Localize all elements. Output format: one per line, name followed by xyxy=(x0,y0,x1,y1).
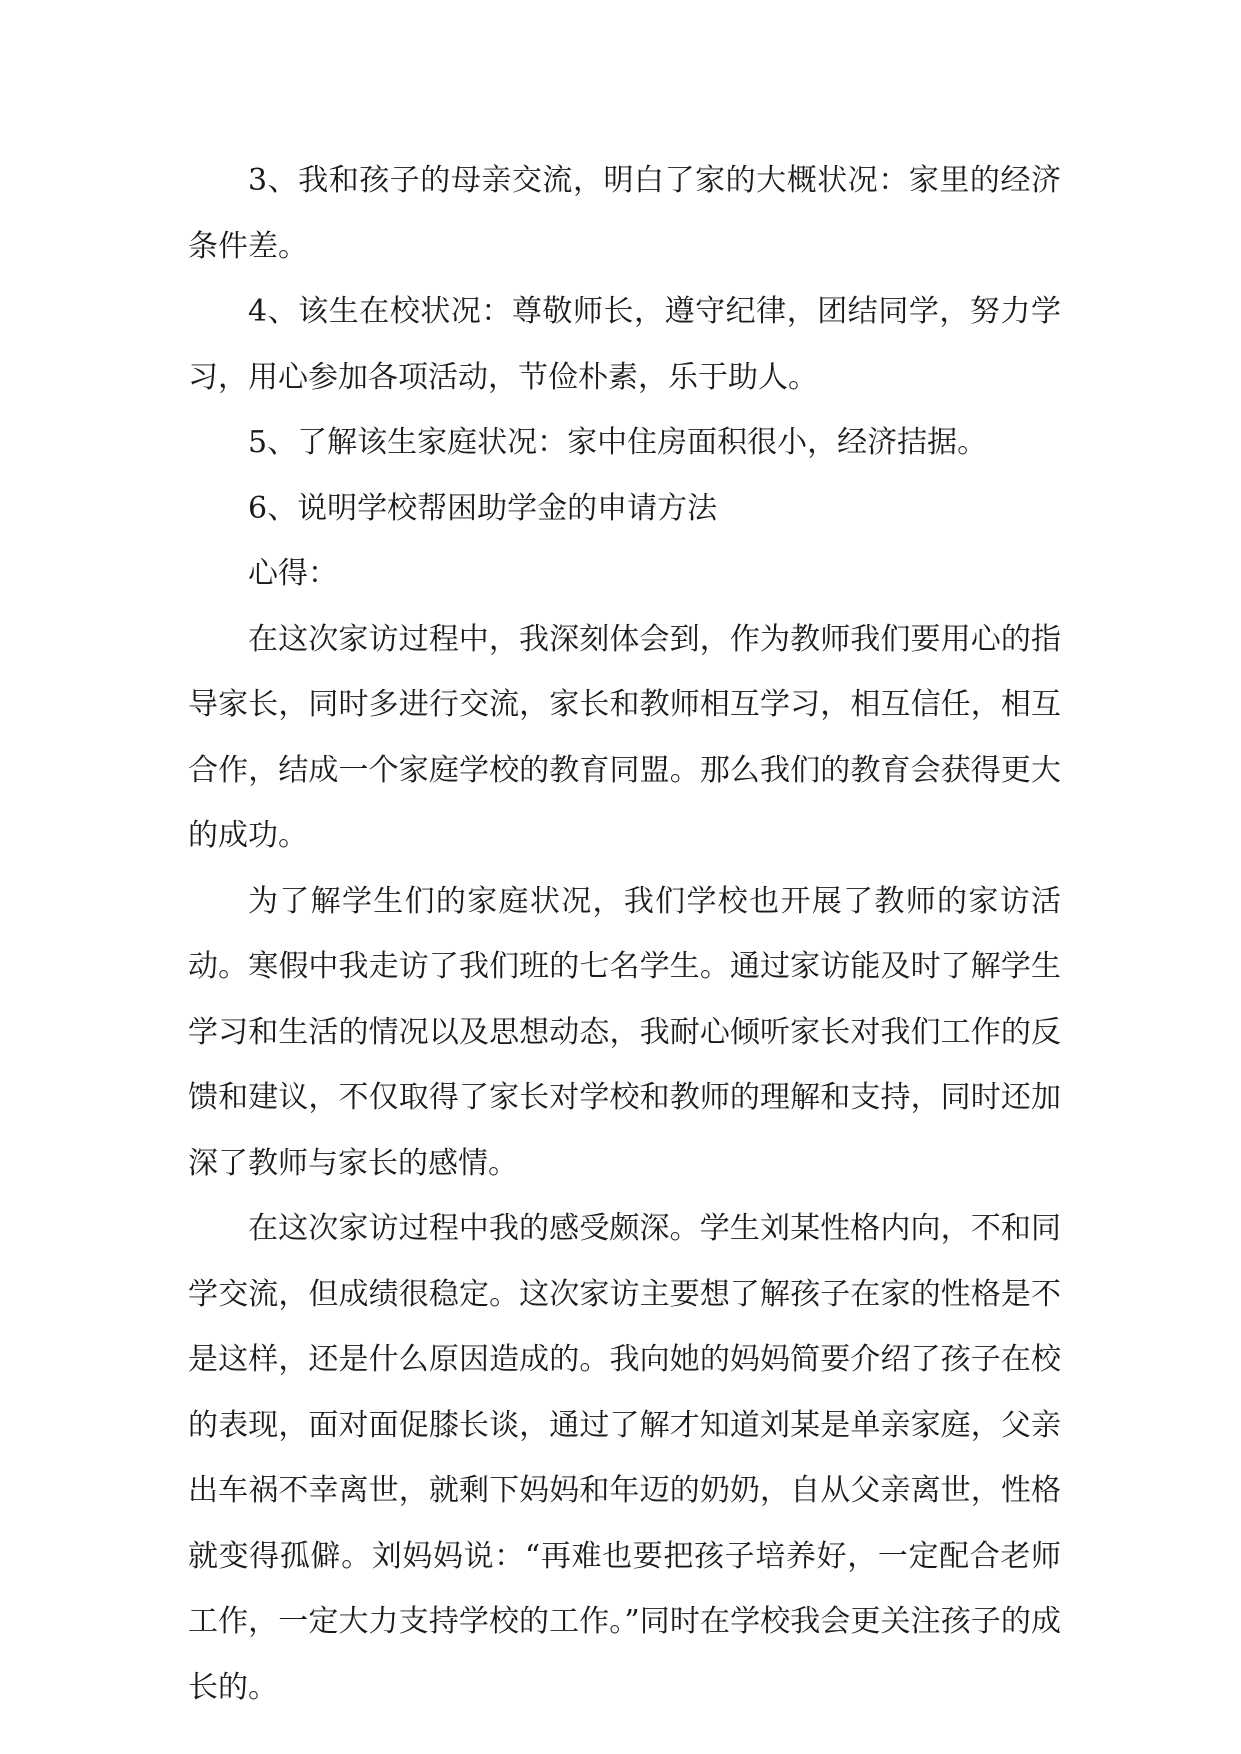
document-body xyxy=(188,148,1061,1720)
reflection-heading: 心得： xyxy=(248,556,338,591)
reflection-paragraph-1: 在这次家访过程中，我深刻体会到，作为教师我们要用心的指导家长，同时多进行交流，家长和教师相互学习，相互信任，相互合作，结成一个家庭学校的教育同盟。那么我们的教育会获得更大的成功。 xyxy=(188,621,1061,853)
reflection-paragraph-3: 在这次家访过程中我的感受颇深。学生刘某性格内向，不和同学交流，但成绩很稳定。这次家访主要想了解孩子在家的性格是不是这样，还是什么原因造成的。我向她的妈妈简要介绍了孩子在校的表现，面对面促膝长谈，通过了解才知道刘某是单亲家庭，父亲出车祸不幸离世，就剩下妈妈和年迈的奶奶，自从父亲离世，性格就变得孤僻。刘妈妈说：“再难也要把孩子培养好，一定配合老师工作，一定大力支持学校的工作。”同时在学校我会更关注孩子的成长的。 xyxy=(188,1211,1061,1705)
paragraph-item-5: 5、了解该生家庭状况：家中住房面积很小，经济拮据。 xyxy=(248,425,988,460)
paragraph-item-4: 4、该生在校状况：尊敬师长，遵守纪律，团结同学，努力学习，用心参加各项活动，节俭朴素，乐于助人。 xyxy=(188,294,1061,395)
paragraph-item-3: 3、我和孩子的母亲交流，明白了家的大概状况：家里的经济条件差。 xyxy=(188,163,1061,264)
reflection-paragraph-2: 为了解学生们的家庭状况，我们学校也开展了教师的家访活动。寒假中我走访了我们班的七名学生。通过家访能及时了解学生学习和生活的情况以及思想动态，我耐心倾听家长对我们工作的反馈和建议，不仅取得了家长对学校和教师的理解和支持，同时还加深了教师与家长的感情。 xyxy=(188,883,1061,1181)
paragraph-item-6: 6、说明学校帮困助学金的申请方法 xyxy=(248,490,718,526)
